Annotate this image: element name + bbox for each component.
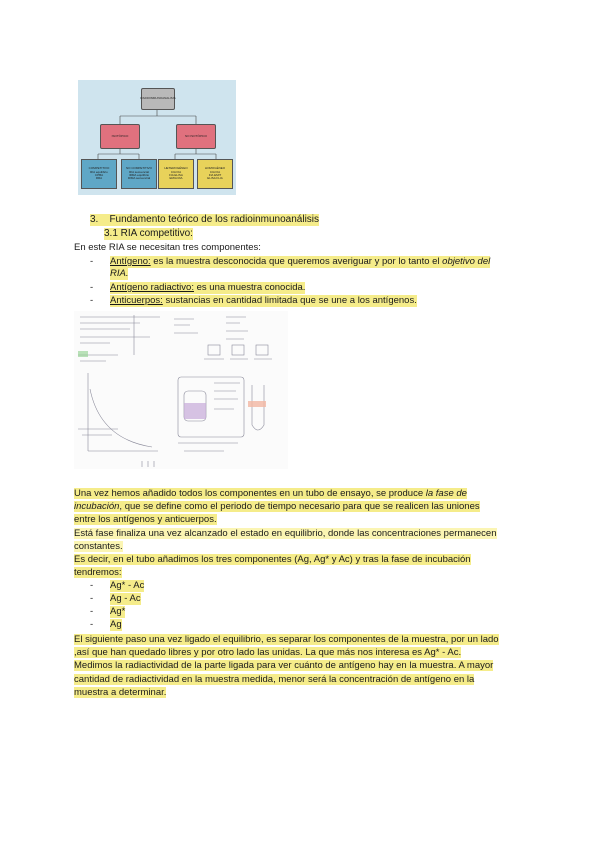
species-label: Ag - Ac	[110, 593, 141, 604]
leaf-body: RIA secuencial IRMA equilibrio IRMA secuencial	[127, 169, 151, 181]
notes-sketch	[74, 311, 288, 469]
def-antibodies: sustancias en cantidad limitada que se une a los antígenos.	[162, 295, 417, 306]
p1-line3: entre los antígenos y anticuerpos.	[74, 514, 217, 526]
diagram-isotopic	[100, 124, 140, 149]
diagram-non-isotopic-label: NO ISOTÓPICO	[184, 133, 207, 138]
diagram-leaf-heterogeneous	[158, 159, 194, 189]
classification-diagram	[78, 80, 236, 195]
p4-line5: muestra a determinar.	[74, 686, 167, 698]
p1-line2a: incubación	[74, 501, 120, 513]
p1-line2b: , que se define como el periodo de tiempo necesario para que se realicen las uniones	[119, 501, 480, 513]
diagram-leaf-competitive	[81, 159, 117, 189]
intro-text: En este RIA se necesitan tres componentes:	[74, 242, 261, 253]
section-heading: 3. Fundamento teórico de los radioinmunoanálisis	[90, 214, 320, 225]
p1-line1a: Una vez hemos añadido todos los componentes en un tubo de ensayo, se produce	[74, 488, 426, 499]
leaf-body: CIA FIA FIA EMIT ELISA FLIA	[207, 169, 223, 181]
bullet-dash: -	[90, 580, 94, 591]
p2-line2: constantes.	[74, 541, 123, 553]
term-antigen: Antígeno:	[110, 256, 151, 267]
bullet-dash: -	[90, 282, 94, 293]
p2-line1: Está fase finaliza una vez alcanzado el estado en equilibrio, donde las concentraciones permanecen	[74, 528, 497, 539]
p3-line1: Es decir, en el tubo añadimos los tres componentes (Ag, Ag* y Ac) y tras la fase de incubación	[74, 554, 471, 565]
leaf-title: NO COMPETITIVO	[125, 166, 152, 171]
handwritten-notes-image	[74, 311, 288, 469]
diagram-root	[141, 88, 175, 110]
def-antigen: es la muestra desconocida que queremos averiguar y por lo tanto el	[150, 256, 443, 267]
paragraph-incubation	[74, 487, 534, 527]
leaf-title: HOMOGÉNEO	[204, 166, 226, 171]
diagram-root-label: RADIOINMUNOANALISIS	[140, 96, 176, 101]
species-label: Ag*	[110, 606, 126, 617]
diagram-leaf-noncompetitive	[121, 159, 157, 189]
p4-line4: cantidad de radiactividad en la muestra medida, menor será la concentración de antígeno en la	[74, 673, 475, 685]
p1-line1b: la fase de	[425, 488, 467, 499]
bullet-dash: -	[90, 619, 94, 630]
diagram-non-isotopic	[176, 124, 216, 149]
leaf-body: CIA FIA FIA ELISA EMIA RIA	[169, 169, 183, 181]
sub-heading: 3.1 RIA competitivo:	[104, 228, 193, 239]
bullet-dash: -	[90, 593, 94, 604]
bullet-dash: -	[90, 256, 94, 267]
diagram-isotopic-label: ISOTÓPICO	[111, 133, 129, 138]
bullet-dash: -	[90, 295, 94, 306]
def-antigen-cont: RIA.	[110, 268, 129, 279]
leaf-body: RIA equilibrio CPBA RRA	[90, 169, 108, 181]
paragraph-components-tube	[74, 553, 534, 579]
def-radioactive-antigen: es una muestra conocida.	[193, 282, 306, 293]
p4-line1: El siguiente paso una vez ligado el equilibrio, es separar los componentes de la muestra, por un lado	[74, 634, 499, 645]
paragraph-separation	[74, 633, 534, 699]
species-label: Ag* - Ac	[110, 580, 145, 591]
species-label: Ag	[110, 619, 122, 630]
term-radioactive-antigen: Antígeno radiactivo:	[110, 282, 194, 293]
p4-line2: ,así que han quedado libres y por otro lado las unidas. La que más nos interesa es Ag* - Ac.	[74, 647, 462, 659]
def-antigen-italic: objetivo del	[442, 256, 491, 267]
p4-line3: Medimos la radiactividad de la parte ligada para ver cuánto de antígeno hay en la muestra. A mayor	[74, 660, 494, 672]
paragraph-equilibrium	[74, 527, 534, 553]
term-antibodies: Anticuerpos:	[110, 295, 163, 306]
leaf-title: HETEROGÉNEO	[164, 166, 188, 171]
leaf-title: COMPETITIVO	[88, 166, 110, 171]
diagram-leaf-homogeneous	[197, 159, 233, 189]
p3-line2: tendremos:	[74, 567, 122, 579]
bullet-dash: -	[90, 606, 94, 617]
